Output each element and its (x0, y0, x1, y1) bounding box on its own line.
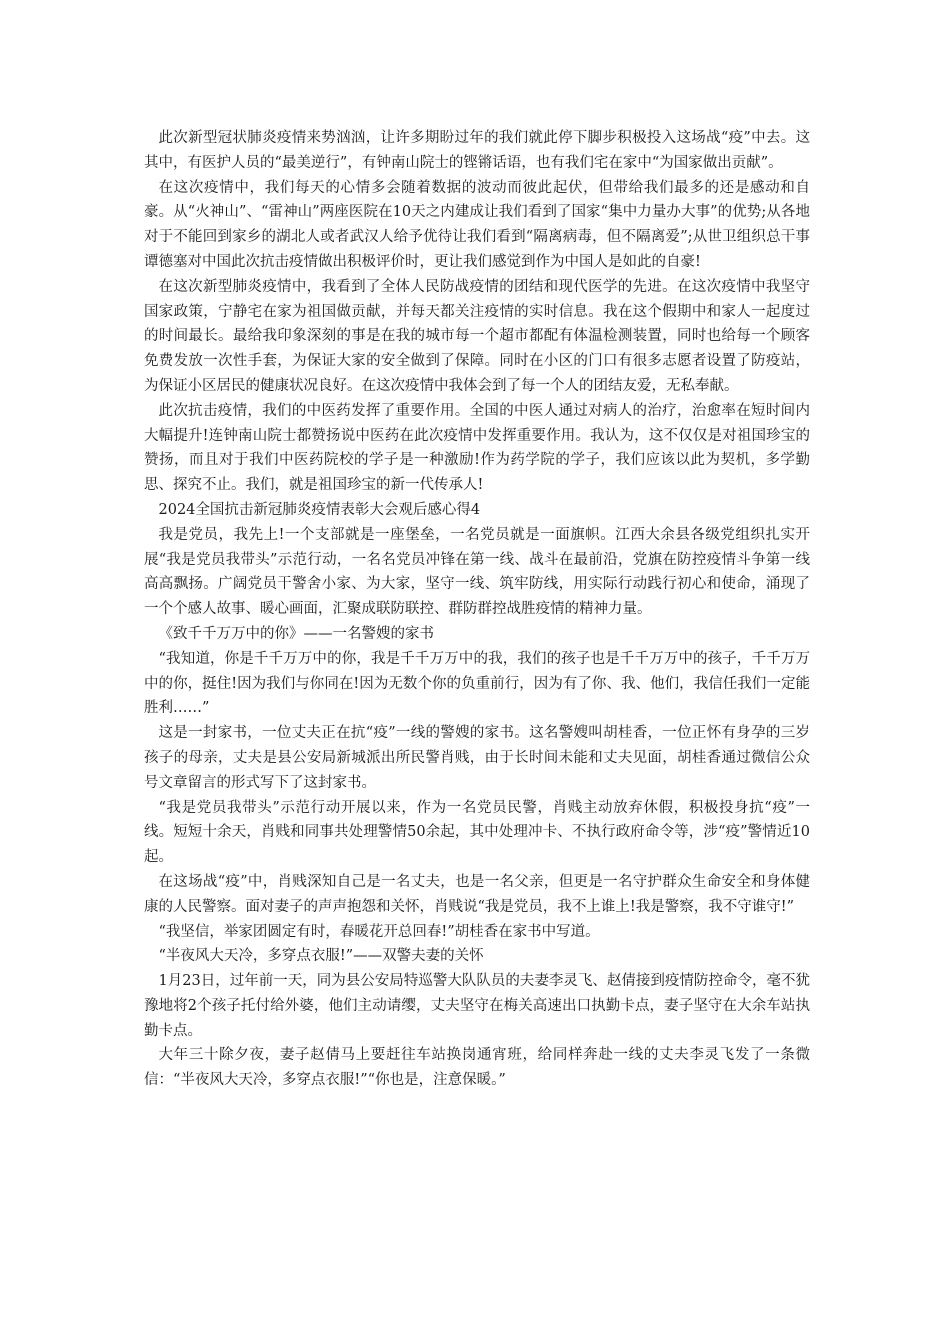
paragraph: 在这场战“疫”中，肖贱深知自己是一名丈夫，也是一名父亲，但更是一名守护群众生命安全和身体健康的人民警察。面对妻子的声声抱怨和关怀，肖贱说“我是党员，我不上谁上!我是警察，我不守谁守!” (144, 873, 810, 915)
document-body (144, 126, 810, 1093)
paragraph: 此次新型冠状肺炎疫情来势汹汹，让许多期盼过年的我们就此停下脚步积极投入这场战“疫”中去。这其中，有医护人员的“最美逆行”，有钟南山院士的铿锵话语，也有我们宅在家中“为国家做出贡献”。 (144, 130, 810, 171)
paragraph: 在这次疫情中，我们每天的心情多会随着数据的波动而彼此起伏，但带给我们最多的还是感动和自豪。从“火神山”、“雷神山”两座医院在10天之内建成让我们看到了国家“集中力量办大事”的优势;从各地对于不能回到家乡的湖北人或者武汉人给予优待让我们看到“隔离病毒，但不隔离爱”;从世卫组织总干事谭德塞对中国此次抗击疫情做出积极评价时，更让我们感觉到作为中国人是如此的自豪! (144, 179, 810, 270)
paragraph: 在这次新型肺炎疫情中，我看到了全体人民防战疫情的团结和现代医学的先进。在这次疫情中我坚守国家政策，宁静宅在家为祖国做贡献，并每天都关注疫情的实时信息。我在这个假期中和家人一起度过的时间最长。最给我印象深刻的事是在我的城市每一个超市都配有体温检测装置，同时也给每一个顾客免费发放一次性手套，为保证大家的安全做到了保障。同时在小区的门口有很多志愿者设置了防疫站，为保证小区居民的健康状况良好。在这次疫情中我体会到了每一个人的团结友爱，无私奉献。 (144, 278, 810, 394)
section-heading: 2024全国抗击新冠肺炎疫情表彰大会观后感心得4 (158, 501, 481, 518)
sub-heading: “半夜风大天冷，多穿点衣服!”——双警夫妻的关怀 (158, 948, 484, 965)
paragraph: 大年三十除夕夜，妻子赵倩马上要赶往车站换岗通宵班，给同样奔赴一线的丈夫李灵飞发了一条微信：“半夜风大天冷，多穿点衣服!”“你也是，注意保暖。” (144, 1047, 810, 1089)
paragraph: 我是党员，我先上!一个支部就是一座堡垒，一名党员就是一面旗帜。江西大余县各级党组织扎实开展“我是党员我带头”示范行动，一名名党员冲锋在第一线、战斗在最前沿，党旗在防控疫情斗争第一线高高飘扬。广阔党员干警舍小家、为大家，坚守一线、筑牢防线，用实际行动践行初心和使命，涌现了一个个感人故事、暖心画面，汇聚成联防联控、群防群控战胜疫情的精神力量。 (144, 526, 810, 618)
paragraph: “我是党员我带头”示范行动开展以来，作为一名党员民警，肖贱主动放弃休假，积极投身抗“疫”一线。短短十余天，肖贱和同事共处理警情50余起，其中处理冲卡、不执行政府命令等，涉“疫”警情近10起。 (144, 799, 810, 866)
paragraph: “我知道，你是千千万万中的你，我是千千万万中的我，我们的孩子也是千千万万中的孩子，千千万万中的你，挺住!因为我们与你同在!因为无数个你的负重前行，因为有了你、我、他们，我信任我们一定能胜利……” (144, 650, 810, 717)
sub-heading: 《致千千万万中的你》——一名警嫂的家书 (158, 625, 434, 642)
paragraph: 这是一封家书，一位丈夫正在抗“疫”一线的警嫂的家书。这名警嫂叫胡桂香，一位正怀有身孕的三岁孩子的母亲，丈夫是县公安局新城派出所民警肖贱，由于长时间未能和丈夫见面，胡桂香通过微信公众号文章留言的形式写下了这封家书。 (144, 725, 810, 791)
paragraph: 此次抗击疫情，我们的中医药发挥了重要作用。全国的中医人通过对病人的治疗，治愈率在短时间内大幅提升!连钟南山院士都赞扬说中医药在此次疫情中发挥重要作用。我认为，这不仅仅是对祖国珍宝的赞扬，而且对于我们中医药院校的学子是一种激励!作为药学院的学子，我们应该以此为契机，多学勤思、探究不止。我们，就是祖国珍宝的新一代传承人! (144, 402, 810, 494)
paragraph: “我坚信，举家团圆定有时，春暖花开总回春!”胡桂香在家书中写道。 (158, 923, 600, 940)
paragraph: 1月23日，过年前一天，同为县公安局特巡警大队队员的夫妻李灵飞、赵倩接到疫情防控命令，毫不犹豫地将2个孩子托付给外婆，他们主动请缨，丈夫坚守在梅关高速出口执勤卡点，妻子坚守在大余车站执勤卡点。 (144, 973, 810, 1039)
